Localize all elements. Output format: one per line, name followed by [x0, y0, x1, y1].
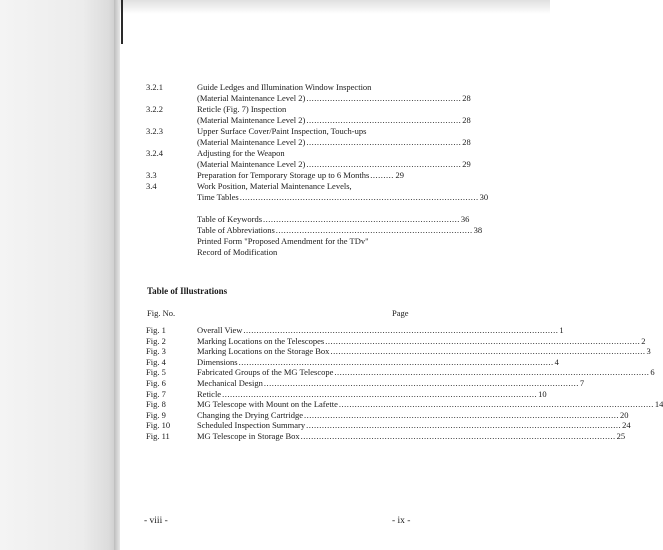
figure-page: 4 — [554, 356, 559, 367]
entry-title: Work Position, Material Maintenance Levels, — [197, 181, 352, 191]
top-shadow — [118, 0, 550, 14]
entry-leader-line — [197, 214, 470, 225]
entry-page: 28 — [462, 115, 471, 125]
page-number-left: - viii - — [144, 516, 168, 526]
page-header: Page — [392, 308, 409, 318]
abbreviations-entry: Table of Abbreviations — [197, 225, 275, 235]
dot-leader: ........................................................................................................................ — [263, 378, 579, 388]
dot-leader: ........................................................................... — [275, 225, 473, 235]
dot-leader: ........................................................... — [306, 93, 462, 103]
dot-leader: ........................................................................................................................ — [300, 431, 616, 441]
book-gutter — [114, 0, 120, 550]
entry-title: Guide Ledges and Illumination Window Inspection — [197, 82, 372, 92]
figure-title: Marking Locations on the Storage Box — [197, 346, 330, 357]
figure-number: Fig. 8 — [146, 399, 166, 410]
figure-title: Dimensions — [197, 356, 238, 367]
entry-number: 3.2.3 — [146, 126, 163, 136]
figure-leader-line — [197, 325, 564, 336]
figure-title: Mechanical Design — [197, 378, 263, 388]
keywords-entry: Table of Keywords — [197, 214, 263, 224]
figure-number: Fig. 9 — [146, 409, 166, 420]
figure-number: Fig. 7 — [146, 388, 166, 399]
figure-title: Changing the Drying Cartridge — [197, 409, 303, 420]
entry-leader-line — [197, 137, 471, 148]
entry-page: 36 — [460, 214, 470, 224]
entry-leader-line — [197, 192, 489, 203]
entry-title: Upper Surface Cover/Paint Inspection, Touch-ups — [197, 126, 367, 136]
entry-leader-line — [197, 159, 471, 170]
printed-form-entry: Printed Form "Proposed Amendment for the TDv" — [197, 236, 369, 246]
figure-title: Scheduled Inspection Summary — [197, 420, 306, 431]
entry-leader-line — [197, 93, 471, 104]
dot-leader: ........................................................... — [306, 137, 462, 147]
figure-page: 7 — [579, 378, 585, 388]
entry-page: 28 — [462, 93, 471, 103]
figure-title: Marking Locations on the Telescopes — [197, 335, 325, 346]
figure-number: Fig. 2 — [146, 335, 166, 346]
entry-number: 3.4 — [146, 181, 157, 191]
dot-leader: ......... — [370, 170, 394, 180]
entry-page: 29 — [395, 170, 404, 180]
entry-page: 38 — [473, 225, 483, 235]
entry-page: 30 — [479, 192, 489, 202]
figure-page: 2 — [641, 335, 646, 346]
entry-subtitle: (Material Maintenance Level 2) — [197, 93, 306, 103]
figure-number: Fig. 5 — [146, 367, 166, 378]
figure-page: 6 — [650, 367, 655, 378]
left-page-edge — [0, 0, 118, 550]
dot-leader: ........................................................................... — [263, 214, 460, 224]
figure-number: Fig. 4 — [146, 356, 166, 367]
page-number-right: - ix - — [392, 516, 411, 526]
entry-subtitle: (Material Maintenance Level 2) — [197, 137, 306, 147]
dot-leader: ........................................................................................................................ — [304, 409, 619, 420]
entry-number: 3.2.1 — [146, 82, 163, 92]
entry-subtitle: (Material Maintenance Level 2) — [197, 159, 306, 169]
entry-leader-line — [197, 115, 471, 126]
figure-leader-line — [197, 346, 651, 357]
figure-leader-line — [197, 356, 559, 368]
figure-page: 25 — [616, 431, 626, 441]
dot-leader: ........................................................................................................................ — [306, 420, 622, 431]
dot-leader: ........................................................................................... — [239, 192, 479, 202]
figure-page: 14 — [654, 399, 663, 410]
figure-leader-line — [197, 335, 646, 347]
figure-number: Fig. 11 — [146, 431, 170, 441]
figure-title: MG Telescope in Storage Box — [197, 431, 300, 441]
figure-number: Fig. 3 — [146, 346, 166, 357]
figure-title: Overall View — [197, 325, 243, 335]
dot-leader: ........................................................................................................................ — [330, 346, 646, 357]
entry-number: 3.2.2 — [146, 104, 163, 114]
figure-number: Fig. 10 — [146, 420, 171, 431]
dot-leader: ........................................................... — [306, 159, 462, 169]
figure-title: Reticle — [197, 388, 222, 399]
dot-leader: ........................................................................................................................ — [243, 325, 559, 335]
figure-page: 10 — [538, 388, 547, 399]
entry-subtitle: (Material Maintenance Level 2) — [197, 115, 306, 125]
dot-leader: ........................................................... — [306, 115, 462, 125]
figure-page: 24 — [622, 420, 631, 431]
figure-number: Fig. 6 — [146, 378, 166, 388]
record-of-modification-entry: Record of Modification — [197, 247, 278, 257]
figure-leader-line — [197, 378, 585, 389]
entry-title: Adjusting for the Weapon — [197, 148, 285, 158]
entry-subtitle: Time Tables — [197, 192, 239, 202]
figure-leader-line — [197, 367, 655, 378]
dot-leader: ........................................................................................................................ — [238, 356, 554, 367]
entry-page: 28 — [462, 137, 471, 147]
figure-leader-line — [197, 399, 663, 410]
figure-leader-line — [197, 388, 547, 400]
figure-page: 1 — [559, 325, 564, 335]
entry-title: Reticle (Fig. 7) Inspection — [197, 104, 287, 114]
entry-number: 3.3 — [146, 170, 157, 180]
figure-page: 20 — [620, 409, 629, 420]
fig-no-header: Fig. No. — [147, 308, 176, 318]
entry-leader-line — [197, 170, 404, 181]
entry-title: Preparation for Temporary Storage up to 6 Months — [197, 170, 370, 180]
dot-leader: ........................................................................................................................ — [325, 335, 641, 346]
entry-leader-line — [197, 225, 483, 236]
figure-leader-line — [197, 420, 631, 431]
dot-leader: ........................................................................................................................ — [222, 388, 538, 399]
figure-page: 3 — [646, 346, 651, 357]
entry-page: 29 — [462, 159, 471, 169]
spine-mark — [121, 0, 123, 44]
entry-number: 3.2.4 — [146, 148, 163, 158]
figure-title: Fabricated Groups of the MG Telescope — [197, 367, 334, 378]
figure-leader-line — [197, 409, 629, 421]
dot-leader: ........................................................................................................................ — [334, 367, 650, 378]
dot-leader: ........................................................................................................................ — [338, 399, 654, 410]
figure-leader-line — [197, 431, 626, 442]
figure-title: MG Telescope with Mount on the Lafette — [197, 399, 338, 410]
illustrations-title: Table of Illustrations — [147, 286, 228, 296]
figure-number: Fig. 1 — [146, 325, 166, 335]
